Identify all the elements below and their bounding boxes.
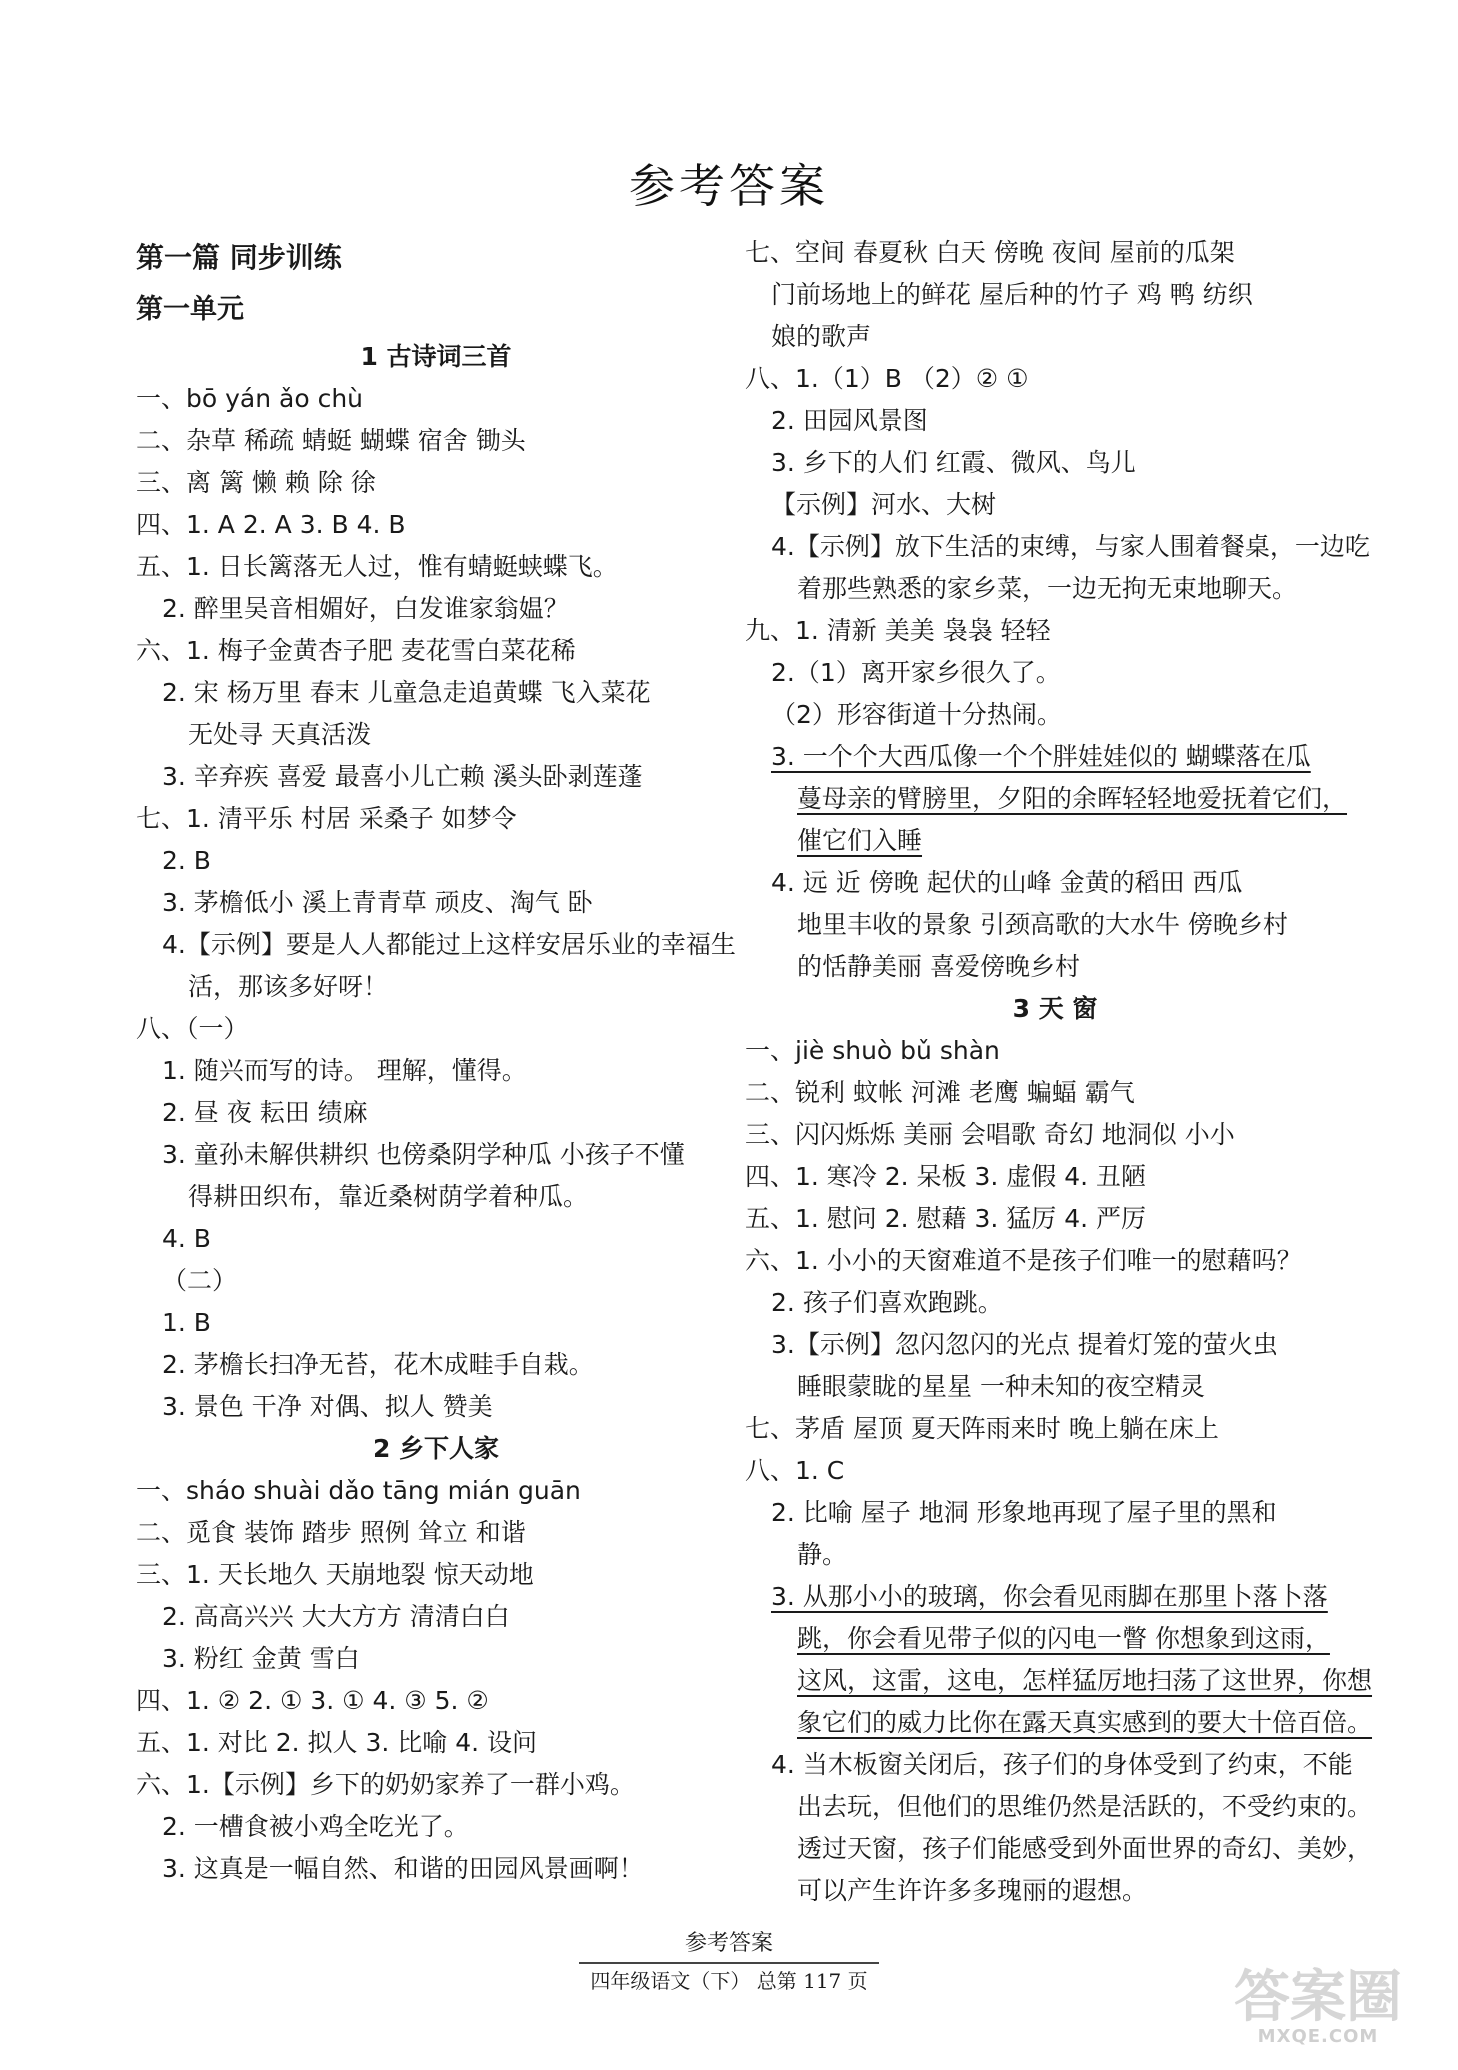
answer-line: [745, 1450, 1365, 1492]
answer-line: [136, 1848, 736, 1890]
answer-line: [745, 442, 1365, 484]
answer-text: 透过天窗，孩子们能感受到外面世界的奇幻、美妙，: [797, 1834, 1373, 1863]
answer-text: 3. 这真是一幅自然、和谐的田园风景画啊！: [162, 1854, 644, 1883]
watermark-logo: [1218, 1965, 1418, 2048]
answer-text: 3. 乡下的人们 红霞、微风、鸟儿: [771, 448, 1136, 477]
answer-text: 4. B: [162, 1224, 211, 1253]
answer-line: [745, 1072, 1365, 1114]
answer-line: [136, 1134, 736, 1176]
answer-line: [136, 1806, 736, 1848]
page-title: 参考答案: [629, 159, 829, 213]
answer-line: [136, 504, 736, 546]
answer-text: 五、1. 对比 2. 拟人 3. 比喻 4. 设问: [136, 1728, 538, 1757]
answer-line: [745, 568, 1365, 610]
answer-text: 娘的歌声: [771, 322, 872, 351]
answer-line: [745, 484, 1365, 526]
answer-text: 四、1. A 2. A 3. B 4. B: [136, 510, 406, 539]
answer-text: 1. 随兴而写的诗。 理解，懂得。: [162, 1056, 527, 1085]
answer-text: 出去玩，但他们的思维仍然是活跃的，不受约束的。: [797, 1792, 1373, 1821]
answer-text: 2. 比喻 屋子 地洞 形象地再现了屋子里的黑和: [771, 1498, 1277, 1527]
answer-text: 2. B: [162, 846, 211, 875]
answer-line: [745, 1660, 1373, 1702]
answer-text: 这风，这雷，这电，怎样猛厉地扫荡了这世界，你想: [797, 1666, 1373, 1695]
answer-text: 七、1. 清平乐 村居 采桑子 如梦令: [136, 804, 517, 833]
answer-text: 4.【示例】放下生活的束缚，与家人围着餐桌，一边吃: [771, 532, 1370, 561]
answer-text: 第一单元: [136, 294, 244, 325]
answer-text: 一、bō yán ǎo chù: [136, 384, 364, 413]
answer-text: 一、sháo shuài dǎo tāng mián guān: [136, 1476, 581, 1505]
answer-text: 门前场地上的鲜花 屋后种的竹子 鸡 鸭 纺织: [771, 280, 1253, 309]
answer-text: 无处寻 天真活泼: [188, 720, 371, 749]
answer-line: [745, 946, 1365, 988]
answer-line: [745, 1408, 1365, 1450]
answer-text: 1 古诗词三首: [360, 342, 512, 371]
answer-line: [745, 862, 1365, 904]
watermark-url: MXQE.COM: [1257, 2026, 1379, 2047]
answer-line: [745, 736, 1365, 778]
answer-line: [745, 1618, 1365, 1660]
answer-line: [745, 904, 1365, 946]
answer-line: [136, 1680, 736, 1722]
answer-text: 2. 醉里吴音相媚好，白发谁家翁媪？: [162, 594, 569, 623]
answer-line: [745, 1366, 1365, 1408]
answer-text: 六、1. 梅子金黄杏子肥 麦花雪白菜花稀: [136, 636, 576, 665]
answer-line: [745, 1534, 1365, 1576]
answer-text: 七、茅盾 屋顶 夏天阵雨来时 晚上躺在床上: [745, 1414, 1219, 1443]
answer-line: [136, 924, 736, 966]
right-column: [745, 232, 1373, 1912]
answer-line: [136, 840, 736, 882]
answer-text: 3 天 窗: [1012, 994, 1098, 1023]
answer-line: [136, 882, 736, 924]
answer-line: [745, 1576, 1365, 1618]
answer-text: 3. 童孙未解供耕织 也傍桑阴学种瓜 小孩子不懂: [162, 1140, 685, 1169]
answer-text: 2. 宋 杨万里 春末 儿童急走追黄蝶 飞入菜花: [162, 678, 651, 707]
answer-line: [745, 778, 1365, 820]
answer-line: [136, 1008, 736, 1050]
answer-line: [136, 546, 736, 588]
answer-line: [745, 274, 1365, 316]
section-heading: [136, 232, 736, 284]
answer-text: 2. 昼 夜 耘田 绩麻: [162, 1098, 368, 1127]
answer-line: [745, 316, 1365, 358]
answer-text: 2. 一槽食被小鸡全吃光了。: [162, 1812, 469, 1841]
answer-line: [745, 610, 1365, 652]
answer-text: 3. 粉红 金黄 雪白: [162, 1644, 360, 1673]
answer-text: 可以产生许许多多瑰丽的遐想。: [797, 1876, 1148, 1905]
answer-text: 六、1. 小小的天窗难道不是孩子们唯一的慰藉吗？: [745, 1246, 1302, 1275]
answer-text: 一、jiè shuò bǔ shàn: [745, 1036, 1000, 1065]
answer-text: 【示例】河水、大树: [771, 490, 997, 519]
answer-text: 三、闪闪烁烁 美丽 会唱歌 奇幻 地洞似 小小: [745, 1120, 1235, 1149]
lesson-heading: [136, 1428, 736, 1470]
answer-text: 九、1. 清新 美美 袅袅 轻轻: [745, 616, 1051, 645]
answer-line: [745, 358, 1365, 400]
answer-line: [136, 1596, 736, 1638]
left-column: [136, 232, 736, 1890]
answer-line: [745, 1492, 1365, 1534]
answer-text: 八、1. C: [745, 1456, 845, 1485]
answer-line: [136, 1512, 736, 1554]
answer-line: [136, 462, 736, 504]
answer-text: 4. 当木板窗关闭后，孩子们的身体受到了约束，不能: [771, 1750, 1353, 1779]
answer-line: [136, 798, 736, 840]
answer-line: [136, 1092, 736, 1134]
answer-line: [745, 652, 1365, 694]
answer-text: 催它们入睡: [797, 826, 923, 855]
answer-text: 4.【示例】要是人人都能过上这样安居乐业的幸福生: [162, 930, 736, 959]
answer-line: [136, 630, 736, 672]
answer-line: [745, 1156, 1365, 1198]
answer-text: 3.【示例】忽闪忽闪的光点 提着灯笼的萤火虫: [771, 1330, 1278, 1359]
answer-text: 3. 景色 干净 对偶、拟人 赞美: [162, 1392, 493, 1421]
answer-text: 蔓母亲的臂膀里，夕阳的余晖轻轻地爱抚着它们，: [797, 784, 1348, 813]
footer-label: 参考答案: [684, 1931, 773, 1956]
answer-text: 第一篇 同步训练: [136, 241, 342, 274]
answer-text: 二、杂草 稀疏 蜻蜓 蝴蝶 宿舍 锄头: [136, 426, 526, 455]
answer-text: 2 乡下人家: [372, 1434, 500, 1463]
answer-line: [136, 756, 736, 798]
answer-text: 象它们的威力比你在露天真实感到的要大十倍百倍。: [797, 1708, 1373, 1737]
answer-text: 2. 高高兴兴 大大方方 清清白白: [162, 1602, 510, 1631]
answer-line: [745, 1030, 1365, 1072]
answer-text: 1. B: [162, 1308, 211, 1337]
answer-text: 睡眼蒙眬的星星 一种未知的夜空精灵: [797, 1372, 1205, 1401]
answer-text: 地里丰收的景象 引颈高歌的大水牛 傍晚乡村: [797, 910, 1288, 939]
answer-text: 4. 远 近 傍晚 起伏的山峰 金黄的稻田 西瓜: [771, 868, 1243, 897]
answer-line: [745, 694, 1365, 736]
answer-line: [136, 1218, 736, 1260]
answer-line: [136, 1176, 736, 1218]
watermark-main: 答案圈: [1234, 1965, 1402, 2030]
answer-text: 3. 茅檐低小 溪上青青草 顽皮、淘气 卧: [162, 888, 593, 917]
answer-line: [136, 1344, 736, 1386]
answer-text: （二）: [162, 1266, 238, 1295]
answer-text: 三、离 篱 懒 赖 除 徐: [136, 468, 376, 497]
answer-text: 五、1. 日长篱落无人过，惟有蜻蜓蛱蝶飞。: [136, 552, 618, 581]
answer-line: [136, 1554, 736, 1596]
answer-line: [136, 1260, 736, 1302]
answer-text: 八、（一）: [136, 1014, 249, 1043]
answer-line: [745, 1198, 1365, 1240]
answer-line: [745, 526, 1370, 568]
answer-line: [136, 1470, 736, 1512]
answer-text: 得耕田织布，靠近桑树荫学着种瓜。: [188, 1182, 589, 1211]
answer-text: 着那些熟悉的家乡菜，一边无拘无束地聊天。: [797, 574, 1298, 603]
answer-text: 的恬静美丽 喜爱傍晚乡村: [797, 952, 1080, 981]
answer-text: 3. 从那小小的玻璃，你会看见雨脚在那里卜落卜落: [771, 1582, 1328, 1611]
answer-text: 2.（1）离开家乡很久了。: [771, 658, 1061, 687]
answer-text: 二、锐利 蚊帐 河滩 老鹰 蝙蝠 霸气: [745, 1078, 1135, 1107]
answer-text: 静。: [797, 1540, 848, 1569]
answer-line: [745, 1282, 1365, 1324]
answer-text: 四、1. ② 2. ① 3. ① 4. ③ 5. ②: [136, 1686, 489, 1715]
answer-text: 2. 孩子们喜欢跑跳。: [771, 1288, 1003, 1317]
answer-line: [136, 588, 736, 630]
answer-line: [745, 1324, 1365, 1366]
answer-line: [136, 1722, 736, 1764]
answer-text: 2. 田园风景图: [771, 406, 928, 435]
answer-line: [745, 400, 1365, 442]
answer-text: 活，那该多好呀！: [188, 972, 389, 1001]
answer-text: 八、1.（1）B （2）② ①: [745, 364, 1029, 393]
answer-text: 跳，你会看见带子似的闪电一瞥 你想象到这雨，: [797, 1624, 1330, 1653]
answer-line: [745, 1870, 1365, 1912]
answer-line: [745, 1114, 1365, 1156]
footer-page-info: 四年级语文（下） 总第 117 页: [590, 1969, 868, 1993]
answer-line: [136, 378, 736, 420]
answer-line: [136, 420, 736, 462]
answer-line: [745, 1828, 1373, 1870]
answer-line: [745, 1744, 1365, 1786]
lesson-heading: [745, 988, 1365, 1030]
answer-line: [136, 1302, 736, 1344]
answer-line: [745, 232, 1365, 274]
unit-heading: [136, 284, 736, 336]
answer-text: 3. 辛弃疾 喜爱 最喜小儿亡赖 溪头卧剥莲蓬: [162, 762, 643, 791]
answer-text: 3. 一个个大西瓜像一个个胖娃娃似的 蝴蝶落在瓜: [771, 742, 1311, 771]
answer-text: 六、1.【示例】乡下的奶奶家养了一群小鸡。: [136, 1770, 635, 1799]
answer-text: 四、1. 寒冷 2. 呆板 3. 虚假 4. 丑陋: [745, 1162, 1147, 1191]
answer-text: 2. 茅檐长扫净无苔，花木成畦手自栽。: [162, 1350, 594, 1379]
answer-line: [745, 820, 1365, 862]
answer-line: [136, 966, 736, 1008]
answer-text: 五、1. 慰问 2. 慰藉 3. 猛厉 4. 严厉: [745, 1204, 1147, 1233]
answer-line: [136, 714, 736, 756]
answer-text: 三、1. 天长地久 天崩地裂 惊天动地: [136, 1560, 534, 1589]
answer-line: [136, 1050, 736, 1092]
answer-text: 七、空间 春夏秋 白天 傍晚 夜间 屋前的瓜架: [745, 238, 1235, 267]
answer-text: （2）形容街道十分热闹。: [771, 700, 1062, 729]
footer-divider: [579, 1962, 879, 1964]
answer-line: [136, 1638, 736, 1680]
answer-line: [745, 1240, 1365, 1282]
answer-line: [136, 672, 736, 714]
answer-text: 二、觅食 装饰 踏步 照例 耸立 和谐: [136, 1518, 526, 1547]
answer-line: [745, 1702, 1373, 1744]
lesson-heading: [136, 336, 736, 378]
answer-line: [136, 1764, 736, 1806]
answer-line: [136, 1386, 736, 1428]
answer-line: [745, 1786, 1373, 1828]
